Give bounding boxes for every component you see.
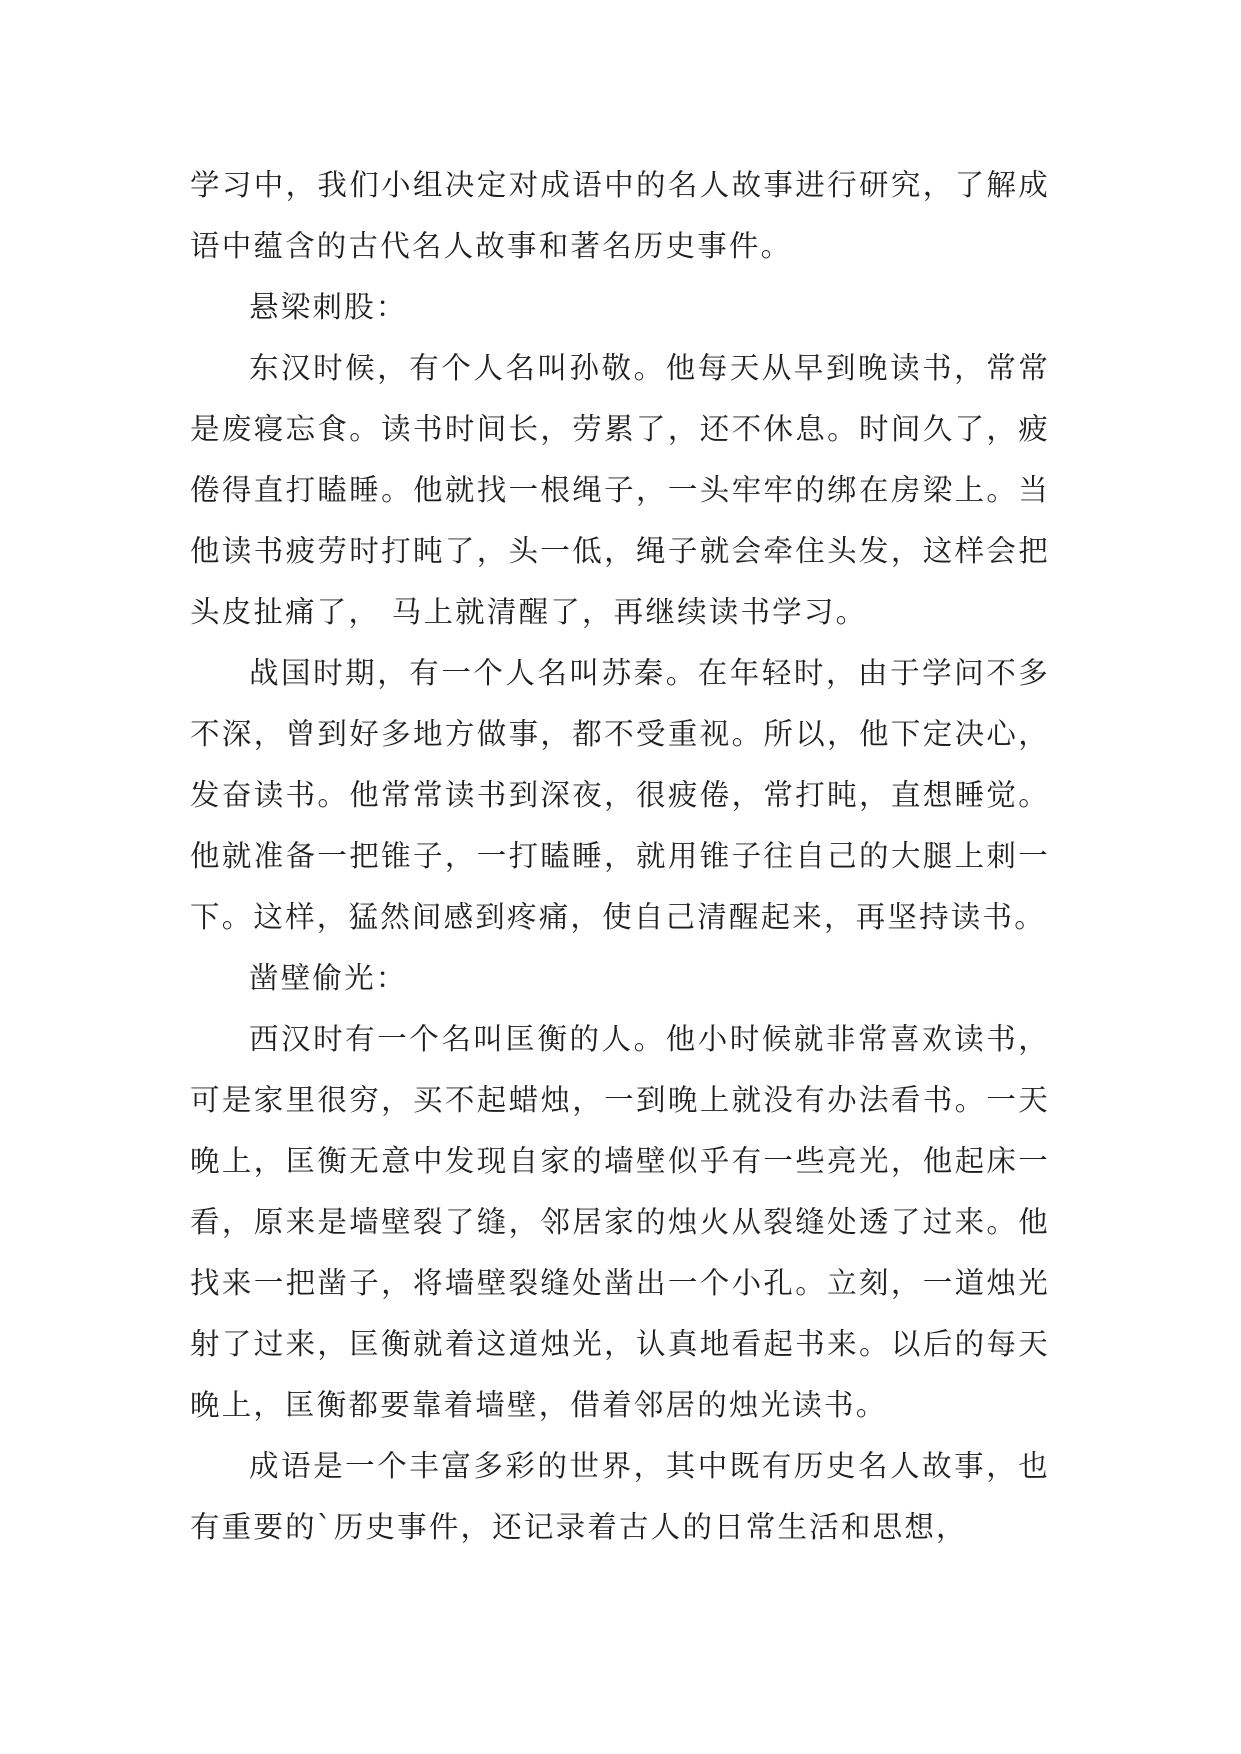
paragraph-kuang-heng: 西汉时有一个名叫匡衡的人。他小时候就非常喜欢读书，可是家里很穷，买不起蜡烛，一到晚上就没有办法看书。一天晚上，匡衡无意中发现自家的墙壁似乎有一些亮光，他起床一看，原来是墙壁裂了缝，邻居家的烛火从裂缝处透了过来。他找来一把凿子，将墙壁裂缝处凿出一个小孔。立刻，一道烛光射了过来，匡衡就着这道烛光，认真地看起书来。以后的每天晚上，匡衡都要靠着墙壁，借着邻居的烛光读书。	[190, 1022, 1050, 1422]
heading-zaobi-touguang: 凿壁偷光：	[249, 961, 408, 995]
heading-xuanliang-cigu: 悬梁刺股：	[249, 290, 408, 324]
document-body	[190, 155, 1050, 1558]
paragraph-sun-jing: 东汉时候，有个人名叫孙敬。他每天从早到晚读书，常常是废寝忘食。读书时间长，劳累了，还不休息。时间久了，疲倦得直打瞌睡。他就找一根绳子，一头牢牢的绑在房梁上。当他读书疲劳时打盹了，头一低，绳子就会牵住头发，这样会把头皮扯痛了， 马上就清醒了，再继续读书学习。	[190, 351, 1050, 629]
paragraph-su-qin: 战国时期，有一个人名叫苏秦。在年轻时，由于学问不多不深，曾到好多地方做事，都不受重视。所以，他下定决心，发奋读书。他常常读书到深夜，很疲倦，常打盹，直想睡觉。他就准备一把锥子，一打瞌睡，就用锥子往自己的大腿上刺一下。这样，猛然间感到疼痛，使自己清醒起来，再坚持读书。	[190, 656, 1050, 934]
paragraph-intro: 学习中，我们小组决定对成语中的名人故事进行研究，了解成语中蕴含的古代名人故事和著名历史事件。	[190, 168, 1050, 263]
paragraph-conclusion: 成语是一个丰富多彩的世界，其中既有历史名人故事，也有重要的`历史事件，还记录着古人的日常生活和思想，	[190, 1449, 1050, 1544]
